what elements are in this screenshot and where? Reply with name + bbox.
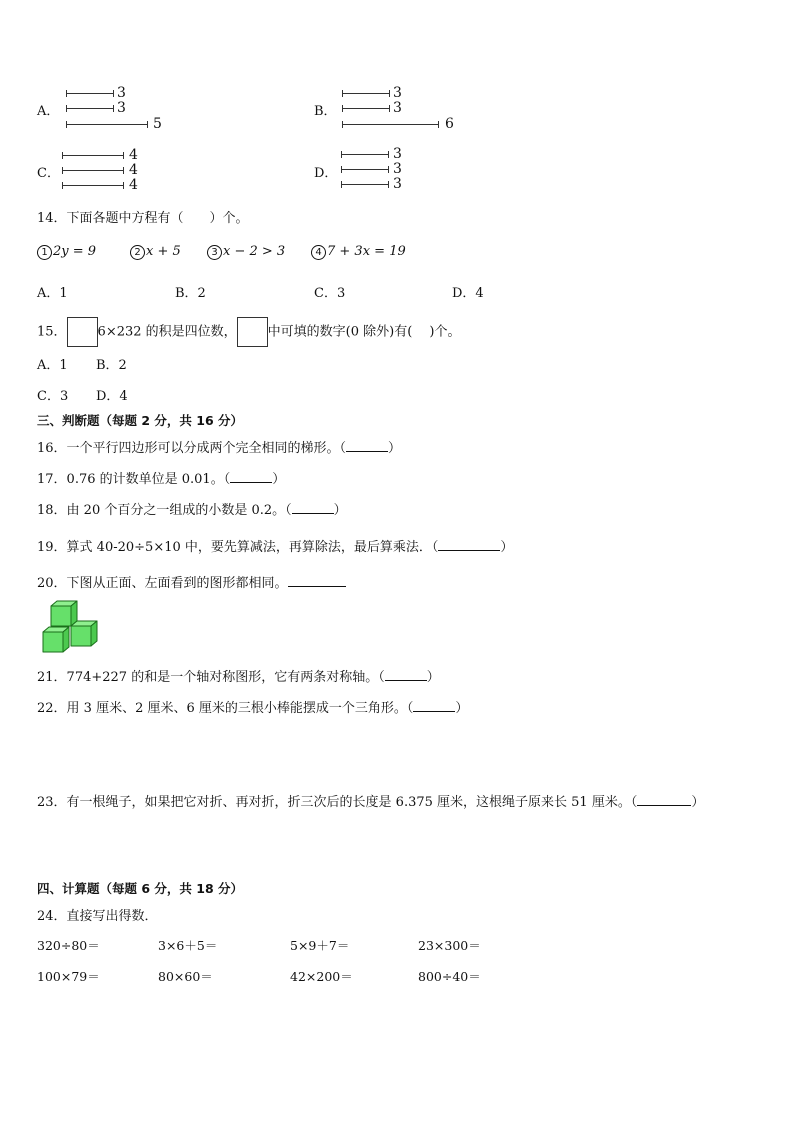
q15-option-b[interactable]: B．2 [96,358,127,373]
segment [341,169,389,170]
q14-option-c[interactable]: C．3 [314,286,346,301]
segment-length: 3 [393,146,402,162]
q14-option-a[interactable]: A．1 [37,286,68,301]
option-a-label: A． [37,104,60,119]
answer-blank[interactable] [230,470,272,483]
calc-item[interactable]: 23×300＝ [418,938,481,953]
segment [66,108,114,109]
q14-equation-2: 2 x + 5 [130,244,181,260]
segment [62,170,124,171]
calc-item[interactable]: 320÷80＝ [37,938,100,953]
option-d-label: D． [314,166,338,181]
q15-option-d[interactable]: D．4 [96,389,128,404]
blank-box[interactable] [237,317,268,347]
segment-length: 3 [117,100,126,116]
calc-item[interactable]: 3×6＋5＝ [158,938,218,953]
calc-item[interactable]: 800÷40＝ [418,969,481,984]
circled-number: 4 [311,245,326,260]
q15-stem: 15． 6×232 的积是四位数， 中可填的数字(0 除外)有( )个。 [37,317,460,347]
q14-equation-1: 1 2y = 9 [37,244,96,260]
cube-figure [40,600,104,654]
segment [66,124,148,125]
q14-stem: 14．下面各题中方程有（ ）个。 [37,211,249,226]
segment [66,93,114,94]
q22: 22．用 3 厘米、2 厘米、6 厘米的三根小棒能摆成一个三角形。（ ） [37,701,469,716]
q21: 21．774+227 的和是一个轴对称图形，它有两条对称轴。（ ） [37,670,440,685]
calc-item[interactable]: 80×60＝ [158,969,213,984]
q23: 23．有一根绳子，如果把它对折、再对折，折三次后的长度是 6.375 厘米，这根绳子原来长 51 厘米。（ ） [37,795,705,810]
segment-length: 4 [129,162,138,178]
section-4-title: 四、计算题（每题 6 分，共 18 分） [37,881,244,896]
segment [342,124,439,125]
segment-length: 5 [153,116,162,132]
answer-blank[interactable] [413,699,455,712]
q14-option-b[interactable]: B．2 [175,286,206,301]
q15-option-c[interactable]: C．3 [37,389,69,404]
q15-option-a[interactable]: A．1 [37,358,68,373]
q16: 16．一个平行四边形可以分成两个完全相同的梯形。（ ） [37,441,402,456]
segment-length: 4 [129,147,138,163]
answer-blank[interactable] [637,793,691,806]
answer-blank[interactable] [288,574,346,587]
q19: 19．算式 40-20÷5×10 中，要先算减法，再算除法，最后算乘法．（ ） [37,540,514,555]
circled-number: 3 [207,245,222,260]
answer-blank[interactable] [438,538,500,551]
segment-length: 3 [393,176,402,192]
circled-number: 2 [130,245,145,260]
answer-blank[interactable] [292,501,334,514]
segment-length: 6 [445,116,454,132]
segment-length: 3 [393,100,402,116]
segment [62,155,124,156]
section-3-title: 三、判断题（每题 2 分，共 16 分） [37,413,244,428]
segment-length: 3 [393,85,402,101]
answer-blank[interactable] [346,439,388,452]
segment-length: 4 [129,177,138,193]
q14-option-d[interactable]: D．4 [452,286,484,301]
q14-equation-4: 4 7 + 3x = 19 [311,244,406,260]
calc-item[interactable]: 5×9＋7＝ [290,938,350,953]
segment [62,185,124,186]
segment [341,154,389,155]
blank-box[interactable] [67,317,98,347]
answer-blank[interactable] [385,668,427,681]
q17: 17．0.76 的计数单位是 0.01。（ ） [37,472,286,487]
segment-length: 3 [393,161,402,177]
q20: 20．下图从正面、左面看到的图形都相同。 [37,572,346,591]
option-c-label: C． [37,166,60,181]
q14-equation-3: 3 x − 2 > 3 [207,244,285,260]
segment [342,108,390,109]
segment-length: 3 [117,85,126,101]
q18: 18．由 20 个百分之一组成的小数是 0.2。（ ） [37,503,347,518]
option-b-label: B． [314,104,337,119]
segment [342,93,390,94]
calc-item[interactable]: 42×200＝ [290,969,353,984]
circled-number: 1 [37,245,52,260]
calc-item[interactable]: 100×79＝ [37,969,100,984]
q24-stem: 24．直接写出得数． [37,909,158,924]
segment [341,184,389,185]
